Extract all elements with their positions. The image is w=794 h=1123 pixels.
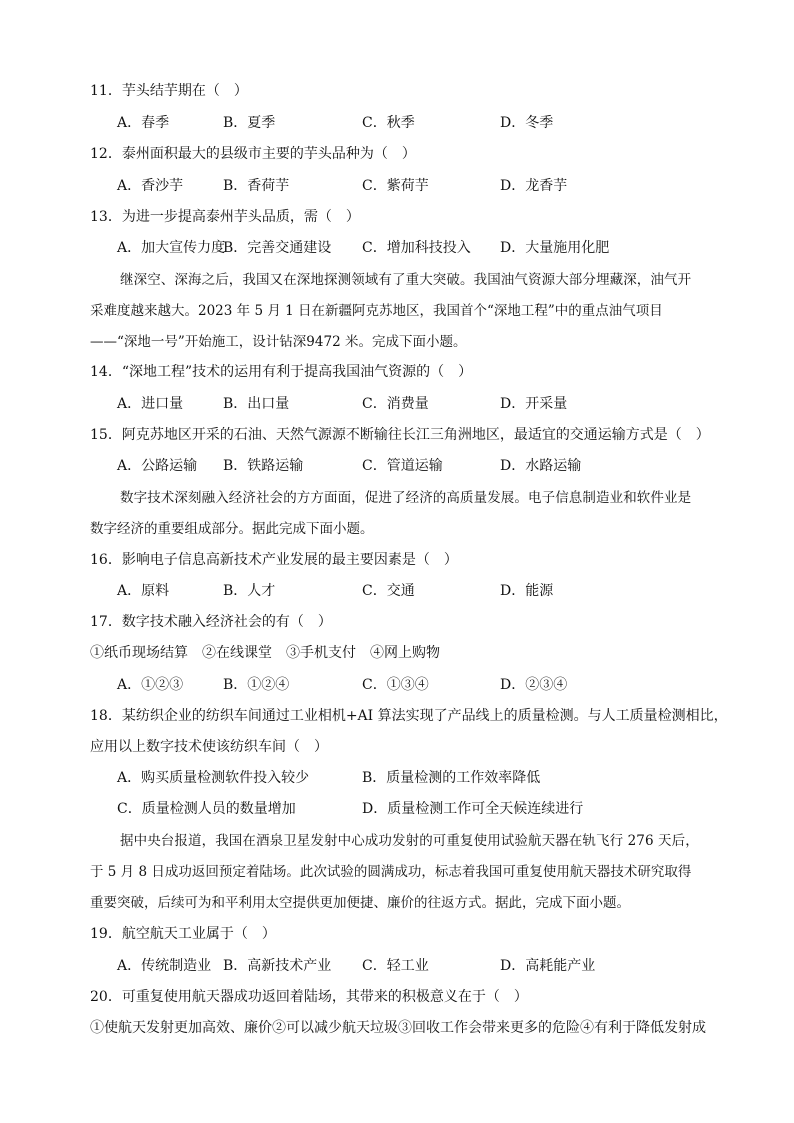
q14-option-d[interactable]: D．开采量 — [500, 396, 568, 412]
passage-3-line-1: 据中央台报道，我国在酒泉卫星发射中心成功发射的可重复使用试验航天器在轨飞行 276 天后， — [120, 833, 699, 849]
q17-option-b[interactable]: B．①②④ — [223, 677, 290, 693]
passage-2-line-1: 数字技术深刻融入经济社会的方方面面，促进了经济的高质量发展。电子信息制造业和软件业是 — [120, 490, 692, 506]
question-17-stem: 17．数字技术融入经济社会的有（ ） — [90, 614, 332, 630]
question-13-stem: 13．为进一步提高泰州芋头品质，需（ ） — [90, 209, 360, 225]
q18-option-a[interactable]: A．购买质量检测软件投入较少 — [117, 770, 310, 786]
q16-option-a[interactable]: A．原料 — [117, 583, 170, 599]
q11-option-c[interactable]: C．秋季 — [362, 115, 415, 131]
question-11-stem: 11．芋头结芋期在（ ） — [90, 83, 248, 99]
q19-option-b[interactable]: B．高新技术产业 — [223, 958, 332, 974]
question-19-stem: 19．航空航天工业属于（ ） — [90, 926, 276, 942]
q14-option-c[interactable]: C．消费量 — [362, 396, 429, 412]
passage-1-line-2: 采难度越来越大。2023 年 5 月 1 日在新疆阿克苏地区，我国首个“深地工程”中的重点油气项目 — [90, 303, 663, 319]
q12-option-b[interactable]: B．香荷芋 — [223, 178, 290, 194]
q19-option-c[interactable]: C．轻工业 — [362, 958, 429, 974]
passage-2-line-2: 数字经济的重要组成部分。据此完成下面小题。 — [90, 521, 374, 537]
q13-option-d[interactable]: D．大量施用化肥 — [500, 240, 610, 256]
q13-option-a[interactable]: A．加大宣传力度 — [117, 240, 226, 256]
q17-option-a[interactable]: A．①②③ — [117, 677, 184, 693]
q15-option-c[interactable]: C．管道运输 — [362, 458, 443, 474]
q12-option-d[interactable]: D．龙香芋 — [500, 178, 568, 194]
q11-option-b[interactable]: B．夏季 — [223, 115, 276, 131]
q13-option-b[interactable]: B．完善交通建设 — [223, 240, 332, 256]
passage-1-line-3: ——“深地一号”开始施工，设计钻深9472 米。完成下面小题。 — [90, 334, 467, 350]
q14-option-a[interactable]: A．进口量 — [117, 396, 184, 412]
q11-option-a[interactable]: A．春季 — [117, 115, 170, 131]
q15-option-d[interactable]: D．水路运输 — [500, 458, 582, 474]
question-20-stem: 20．可重复使用航天器成功返回着陆场，其带来的积极意义在于（ ） — [90, 989, 528, 1005]
q17-option-d[interactable]: D．②③④ — [500, 677, 568, 693]
q20-statement-items: ①使航天发射更加高效、廉价②可以减少航天垃圾③回收工作会带来更多的危险④有利于降低发射成 — [90, 1020, 706, 1036]
question-18-stem-line-1: 18．某纺织企业的纺织车间通过工业相机+AI 算法实现了产品线上的质量检测。与人工质量检测相比， — [90, 708, 728, 724]
question-18-stem-line-2: 应用以上数字技术使该纺织车间（ ） — [90, 739, 328, 755]
q15-option-b[interactable]: B．铁路运输 — [223, 458, 304, 474]
q18-option-b[interactable]: B．质量检测的工作效率降低 — [362, 770, 541, 786]
passage-1-line-1: 继深空、深海之后，我国又在深地探测领域有了重大突破。我国油气资源大部分埋藏深，油气开 — [120, 272, 692, 288]
question-16-stem: 16．影响电子信息高新技术产业发展的最主要因素是（ ） — [90, 552, 458, 568]
q16-option-d[interactable]: D．能源 — [500, 583, 554, 599]
question-15-stem: 15．阿克苏地区开采的石油、天然气源源不断输往长江三角洲地区，最适宜的交通运输方式是（ ） — [90, 427, 710, 443]
q12-option-c[interactable]: C．紫荷芋 — [362, 178, 429, 194]
q19-option-a[interactable]: A．传统制造业 — [117, 958, 212, 974]
q18-option-d[interactable]: D．质量检测工作可全天候连续进行 — [362, 801, 584, 817]
q16-option-b[interactable]: B．人才 — [223, 583, 276, 599]
q19-option-d[interactable]: D．高耗能产业 — [500, 958, 596, 974]
q11-option-d[interactable]: D．冬季 — [500, 115, 554, 131]
q12-option-a[interactable]: A．香沙芋 — [117, 178, 184, 194]
q16-option-c[interactable]: C．交通 — [362, 583, 415, 599]
q17-option-c[interactable]: C．①③④ — [362, 677, 429, 693]
question-12-stem: 12．泰州面积最大的县级市主要的芋头品种为（ ） — [90, 146, 416, 162]
question-14-stem: 14．“深地工程”技术的运用有利于提高我国油气资源的（ ） — [90, 364, 473, 380]
passage-3-line-2: 于 5 月 8 日成功返回预定着陆场。此次试验的圆满成功，标志着我国可重复使用航天器技术研究取得 — [90, 864, 692, 880]
q18-option-c[interactable]: C．质量检测人员的数量增加 — [117, 801, 296, 817]
q13-option-c[interactable]: C．增加科技投入 — [362, 240, 471, 256]
q14-option-b[interactable]: B．出口量 — [223, 396, 290, 412]
passage-3-line-3: 重要突破，后续可为和平利用太空提供更加便捷、廉价的往返方式。据此，完成下面小题。 — [90, 895, 630, 911]
q17-statement-items: ①纸币现场结算 ②在线课堂 ③手机支付 ④网上购物 — [90, 645, 440, 661]
q15-option-a[interactable]: A．公路运输 — [117, 458, 198, 474]
